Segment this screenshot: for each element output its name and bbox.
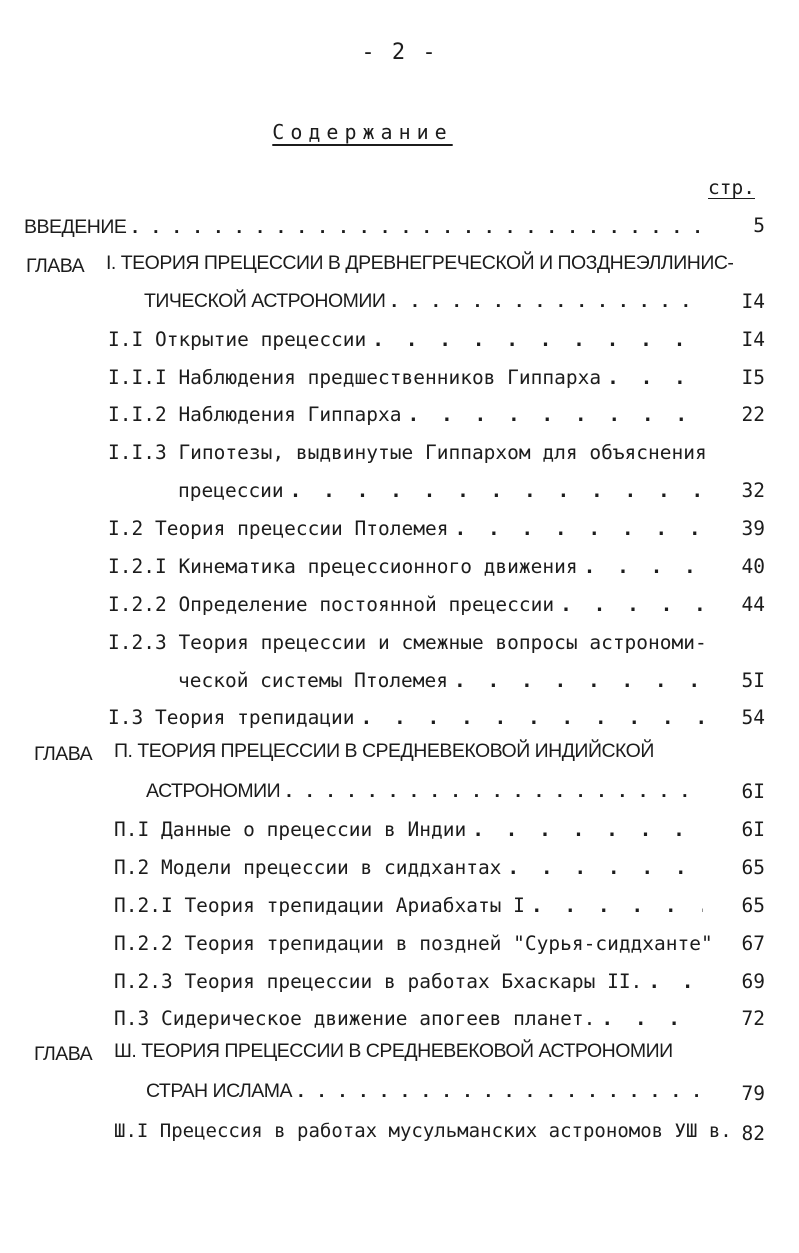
- toc-label: I.2 Теория прецессии Птолемея: [108, 517, 449, 540]
- leader-dots: [601, 1007, 703, 1030]
- toc-label: П.2 Модели прецессии в сиддхантах: [114, 856, 502, 879]
- toc-page: 5: [753, 214, 765, 237]
- leader-dots: [560, 593, 703, 616]
- page-column-header: стр.: [708, 176, 755, 199]
- toc-entry-1-2-3[interactable]: [178, 669, 709, 692]
- toc-label: ТИЧЕСКОЙ АСТРОНОМИИ: [144, 290, 386, 312]
- toc-page: 54: [741, 706, 765, 729]
- toc-page: 6I: [741, 780, 765, 803]
- toc-entry-1-1-2[interactable]: [108, 403, 709, 426]
- leader-dots: [290, 479, 703, 502]
- toc-label: П.2.3 Теория прецессии в работах Бхаскары II.: [114, 970, 643, 993]
- leader-dots: [286, 780, 703, 803]
- toc-label: I.I Открытие прецессии: [108, 328, 367, 351]
- leader-dots: [361, 706, 703, 729]
- leader-dots: [454, 517, 703, 540]
- toc-label: I.2.2 Определение постоянной прецессии: [108, 593, 555, 616]
- leader-dots: [607, 366, 703, 389]
- leader-dots: [298, 1080, 703, 1103]
- page-number: - 2 -: [361, 40, 438, 65]
- toc-page: 69: [741, 970, 765, 993]
- toc-page: 5I: [741, 669, 765, 692]
- toc-page: I5: [741, 366, 765, 389]
- chapter-marker: ГЛАВА: [34, 1043, 93, 1065]
- toc-label: АСТРОНОМИИ: [146, 780, 281, 802]
- toc-label: П.2.I Теория трепидации Ариабхаты I: [114, 894, 525, 917]
- toc-label: I.I.2 Наблюдения Гиппарха: [108, 403, 402, 426]
- toc-label: I.3 Теория трепидации: [108, 706, 355, 729]
- leader-dots: [391, 290, 703, 313]
- toc-entry-1-1-1[interactable]: [108, 366, 709, 389]
- toc-entry-1-2-3-line1[interactable]: I.2.3 Теория прецессии и смежные вопросы астрономи-: [108, 631, 707, 654]
- toc-entry-2-2-1[interactable]: [114, 894, 709, 917]
- toc-entry-3-1[interactable]: Ш.I Прецессия в работах мусульманских астрономов УШ в.: [114, 1120, 732, 1142]
- toc-label: СТРАН ИСЛАМА: [146, 1080, 293, 1102]
- toc-page: 67: [741, 932, 765, 955]
- toc-entry-2-2[interactable]: [114, 856, 709, 879]
- toc-page: 6I: [741, 818, 765, 841]
- leader-dots: [648, 970, 703, 993]
- leader-dots: [507, 856, 703, 879]
- toc-page: I4: [741, 328, 765, 351]
- toc-label: прецессии: [178, 479, 284, 502]
- leader-dots: [454, 669, 703, 692]
- leader-dots: [531, 894, 703, 917]
- leader-dots: [408, 403, 704, 426]
- toc-page: 22: [741, 403, 765, 426]
- toc-page: 82: [741, 1122, 765, 1145]
- toc-page: 39: [741, 517, 765, 540]
- toc-label: П.3 Сидерическое движение апогеев планет.: [114, 1007, 596, 1030]
- toc-entry-2-1[interactable]: [114, 818, 709, 841]
- toc-page: 40: [741, 555, 765, 578]
- toc-page: 65: [741, 894, 765, 917]
- toc-page: 32: [741, 479, 765, 502]
- toc-page: 79: [741, 1082, 765, 1105]
- toc-entry-2-3[interactable]: [114, 1007, 709, 1030]
- chapter-title-line[interactable]: П. ТЕОРИЯ ПРЕЦЕССИИ В СРЕДНЕВЕКОВОЙ ИНДИЙСКОЙ: [114, 740, 654, 762]
- toc-entry-1-1-3[interactable]: [178, 479, 709, 502]
- toc-page: 44: [741, 593, 765, 616]
- leader-dots: [472, 818, 703, 841]
- toc-entry-1-3[interactable]: [108, 706, 709, 729]
- toc-entry-2-2-3[interactable]: [114, 970, 709, 993]
- toc-entry-2-2-2[interactable]: П.2.2 Теория трепидации в поздней "Сурья-сиддханте": [114, 932, 713, 955]
- leader-dots: [584, 555, 703, 578]
- toc-label: I.2.I Кинематика прецессионного движения: [108, 555, 578, 578]
- toc-entry-1-1[interactable]: [108, 328, 709, 351]
- toc-label: ческой системы Птолемея: [178, 669, 449, 692]
- chapter-title-line[interactable]: Ш. ТЕОРИЯ ПРЕЦЕССИИ В СРЕДНЕВЕКОВОЙ АСТРОНОМИИ: [114, 1040, 673, 1062]
- toc-entry-chapter-3[interactable]: [146, 1080, 709, 1103]
- toc-page: I4: [741, 290, 765, 313]
- toc-entry-chapter-2[interactable]: [146, 780, 709, 803]
- toc-page: 72: [741, 1007, 765, 1030]
- toc-label: П.I Данные о прецессии в Индии: [114, 818, 467, 841]
- page-title: Содержание: [272, 120, 453, 144]
- toc-page: 65: [741, 856, 765, 879]
- toc-label: I.I.I Наблюдения предшественников Гиппарха: [108, 366, 602, 389]
- chapter-marker: ГЛАВА: [34, 743, 93, 765]
- toc-entry-chapter-1[interactable]: [144, 290, 709, 313]
- toc-entry-intro[interactable]: [24, 216, 709, 239]
- toc-label: ВВЕДЕНИЕ: [24, 216, 127, 238]
- leader-dots: [372, 328, 703, 351]
- leader-dots: [132, 216, 703, 239]
- toc-entry-1-1-3-line1[interactable]: I.I.3 Гипотезы, выдвинутые Гиппархом для объяснения: [108, 441, 707, 464]
- chapter-marker: ГЛАВА: [26, 255, 85, 277]
- toc-entry-1-2[interactable]: [108, 517, 709, 540]
- toc-entry-1-2-2[interactable]: [108, 593, 709, 616]
- toc-entry-1-2-1[interactable]: [108, 555, 709, 578]
- chapter-title-line[interactable]: I. ТЕОРИЯ ПРЕЦЕССИИ В ДРЕВНЕГРЕЧЕСКОЙ И ПОЗДНЕЭЛЛИНИС-: [106, 252, 734, 274]
